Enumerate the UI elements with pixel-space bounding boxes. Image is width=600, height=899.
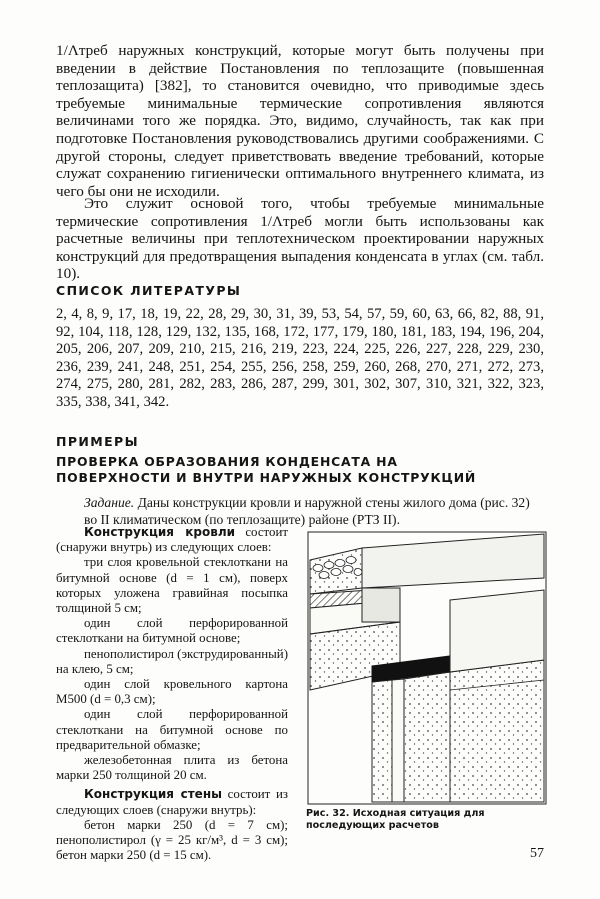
wall-inner-concrete (404, 672, 450, 802)
references-heading: СПИСОК ЛИТЕРАТУРЫ (56, 283, 242, 298)
basis-paragraph: Это служит основой того, чтобы требуемые минимальные термические сопротивления 1/Λтреб могли быть использованы как расчетные величины при теплотехническом проектировании наружных конструкций для предотвращения выпадения конденсата в углах (см. табл. 10). (56, 195, 544, 283)
roof-title: Конструкция кровли (84, 525, 236, 539)
layers-column (56, 525, 288, 863)
wall-title: Конструкция стены (84, 787, 222, 802)
roof-slab-face (362, 534, 544, 588)
roof-layer: пенополистирол (экструдированный) на клею, 5 см; (56, 646, 288, 676)
roof-intro (56, 525, 288, 555)
wall-outer-concrete (372, 680, 392, 802)
examples-subheading: ПРОВЕРКА ОБРАЗОВАНИЯ КОНДЕНСАТА НА ПОВЕРХНОСТИ И ВНУТРИ НАРУЖНЫХ КОНСТРУКЦИЙ (56, 454, 477, 485)
roof-layer: один слой перфорированной стеклоткани на битумной основе; (56, 616, 288, 646)
roof-layer: один слой кровельного картона М500 (d = 0,3 см); (56, 677, 288, 707)
wall-intro (56, 787, 288, 817)
page-number: 57 (530, 846, 544, 861)
room-interior (450, 590, 544, 672)
roof-layer: железобетонная плита из бетона марки 250 толщиной 20 см. (56, 753, 288, 783)
intro-paragraph: 1/Λтреб наружных конструкций, которые могут быть получены при введении в действие Постановления по теплозащите (повышенная теплозащита) [382], то становится очевидно, что приводимые здесь требуемые минимальные термические сопротивления являются величинами того же порядка. Это, видимо, случайность, так как при подготовке Постановления руководствовались другими соображениями. С другой стороны, следует приветствовать введение требований, которые служат сохранению гигиенически оптимального внутреннего климата, из чего бы они не исходили. (56, 42, 544, 200)
task-statement (84, 495, 544, 528)
task-label: Задание. (84, 495, 135, 510)
wall-intro-text: состоит из следующих слоев (снаружи внутрь): (56, 787, 288, 817)
references-list: 2, 4, 8, 9, 17, 18, 19, 22, 28, 29, 30, 31, 39, 53, 54, 57, 59, 60, 63, 66, 82, 88, 91, 92, 104, 118, 128, 129, 132, 135, 168, 172, 177, 179, 180, 181, 183, 194, 196, 204, 205, 206, 207, 209, 210, 215, 216, 219, 223, 224, 225, 226, 227, 228, 229, 230, 236, 239, 241, 248, 251, 254, 255, 256, 258, 259, 260, 268, 270, 271, 272, 273, 274, 275, 280, 281, 282, 283, 286, 287, 299, 301, 302, 307, 310, 321, 322, 323, 335, 338, 341, 342. (56, 306, 544, 410)
wall-layers: бетон марки 250 (d = 7 см); пенополистирол (γ = 25 кг/м³, d = 3 см); бетон марки 250 (d = 15 см). (56, 817, 288, 863)
examples-heading: ПРИМЕРЫ (56, 434, 139, 449)
parapet (362, 588, 400, 622)
wall-insulation (392, 679, 404, 802)
roof-layer: три слоя кровельной стеклоткани на битумной основе (d = 1 см), поверх которых уложена гравийная посыпка толщиной 5 см; (56, 555, 288, 616)
task-text: Даны конструкции кровли и наружной стены жилого дома (рис. 32) во II климатическом (по теплозащите) районе (РТЗ II). (84, 495, 530, 527)
roof-wall-section-figure (300, 530, 550, 805)
figure-caption: Рис. 32. Исходная ситуация для последующих расчетов (306, 808, 485, 831)
roof-layer: один слой перфорированной стеклоткани на битумной основе по предварительной обмазке; (56, 707, 288, 752)
roof-intro-text: состоит (снаружи внутрь) из следующих слоев: (56, 525, 288, 555)
